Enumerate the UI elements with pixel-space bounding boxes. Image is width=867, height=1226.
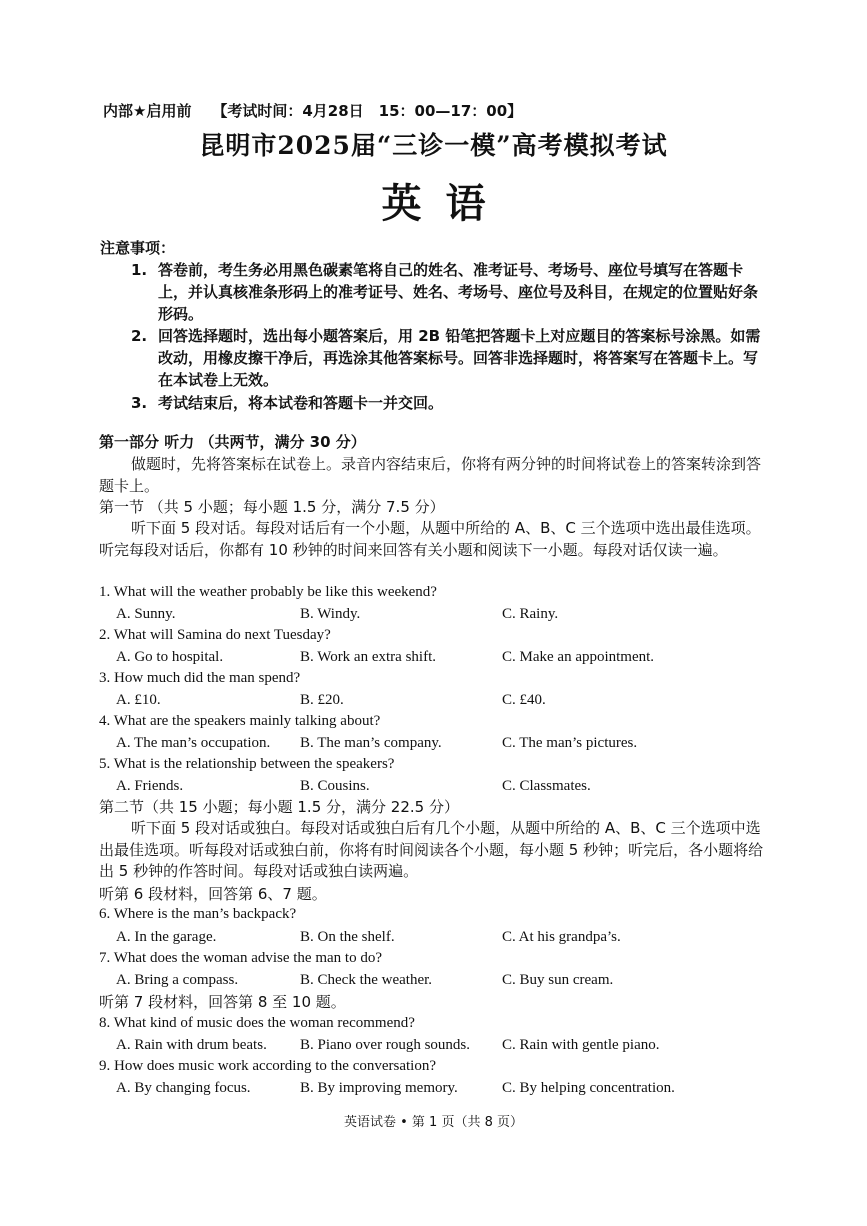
section1-instruction: 听下面 5 段对话。每段对话后有一个小题，从题中所给的 A、B、C 三个选项中选出最佳选项。听完每段对话后，你都有 10 秒钟的时间来回答有关小题和阅读下一小题。每段对话仅读一遍。 [99,519,761,559]
section1-heading: 第一节 （共 5 小题；每小题 1.5 分，满分 7.5 分） [99,498,445,516]
exam-time: 【考试时间：4月28日 15：00—17：00】 [212,102,523,120]
q4-option-b: B. The man’s company. [300,735,442,751]
q6-option-a: A. In the garage. [116,929,217,945]
q6-option-b: B. On the shelf. [300,929,395,945]
notice-text: 答卷前，考生务必用黑色碳素笔将自己的姓名、准考证号、考场号、座位号填写在答题卡上，并认真核准条形码上的准考证号、姓名、考场号、座位号及科目，在规定的位置贴好条形码。 [158,261,759,323]
question-2: 2. What will Samina do next Tuesday? [99,627,331,643]
question-3: 3. How much did the man spend? [99,670,301,686]
q2-option-a: A. Go to hospital. [116,649,224,665]
question-6: 6. Where is the man’s backpack? [99,906,297,922]
q2-option-b: B. Work an extra shift. [300,649,436,665]
q8-option-b: B. Piano over rough sounds. [300,1037,470,1053]
notice-number: 3. [131,394,148,412]
section2-instruction: 听下面 5 段对话或独白。每段对话或独白后有几个小题，从题中所给的 A、B、C 三个选项中选出最佳选项。听每段对话或独白前，你将有时间阅读各个小题，每小题 5 秒钟；听完后，各小题将给出 5 秒钟的作答时间。每段对话或独白读两遍。 [99,819,764,880]
q1-option-b: B. Windy. [300,606,361,622]
q4-option-c: C. The man’s pictures. [502,735,638,751]
part1-heading: 第一部分 听力 （共两节，满分 30 分） [99,433,366,451]
material-7-instruction: 听第 7 段材料，回答第 8 至 10 题。 [99,993,346,1011]
material-6-instruction: 听第 6 段材料，回答第 6、7 题。 [99,885,327,903]
q3-option-b: B. £20. [300,692,344,708]
q9-option-a: A. By changing focus. [116,1080,251,1096]
subject-title: 英语 [381,180,510,227]
exam-title: 昆明市2025届“三诊一模”高考模拟考试 [199,131,668,160]
notice-number: 2. [131,327,148,345]
notice-text: 回答选择题时，选出每小题答案后，用 2B 铅笔把答题卡上对应题目的答案标号涂黑。如需改动，用橡皮擦干净后，再选涂其他答案标号。回答非选择题时，将答案写在答题卡上。写在本试卷上无效。 [158,327,761,389]
q5-option-c: C. Classmates. [502,778,591,794]
part1-instruction: 做题时，先将答案标在试卷上。录音内容结束后，你将有两分钟的时间将试卷上的答案转涂到答题卡上。 [99,455,762,495]
section2-heading: 第二节（共 15 小题；每小题 1.5 分，满分 22.5 分） [99,798,459,816]
notice-number: 1. [131,261,148,279]
question-9: 9. How does music work according to the conversation? [99,1058,436,1074]
q1-option-c: C. Rainy. [502,606,559,622]
q3-option-a: A. £10. [116,692,161,708]
question-1: 1. What will the weather probably be like this weekend? [99,584,437,600]
notice-item-2 [131,325,771,391]
question-4: 4. What are the speakers mainly talking about? [99,713,381,729]
q5-option-a: A. Friends. [116,778,184,794]
q7-option-b: B. Check the weather. [300,972,433,988]
q8-option-c: C. Rain with gentle piano. [502,1037,660,1053]
header-line [103,100,522,121]
q2-option-c: C. Make an appointment. [502,649,655,665]
confidential-label: 内部★启用前 [103,102,192,120]
q7-option-c: C. Buy sun cream. [502,972,614,988]
q8-option-a: A. Rain with drum beats. [116,1037,267,1053]
q1-option-a: A. Sunny. [116,606,176,622]
q3-option-c: C. £40. [502,692,546,708]
q6-option-c: C. At his grandpa’s. [502,929,621,945]
q9-option-b: B. By improving memory. [300,1080,458,1096]
page-footer: 英语试卷 • 第 1 页（共 8 页） [343,1115,523,1130]
q9-option-c: C. By helping concentration. [502,1080,675,1096]
notice-text: 考试结束后，将本试卷和答题卡一并交回。 [158,394,444,412]
notice-heading: 注意事项： [100,239,176,257]
question-7: 7. What does the woman advise the man to do? [99,950,382,966]
q4-option-a: A. The man’s occupation. [116,735,271,751]
notice-item-3 [131,392,771,414]
notice-item-1 [131,259,771,325]
question-5: 5. What is the relationship between the speakers? [99,756,395,772]
q7-option-a: A. Bring a compass. [116,972,239,988]
q5-option-b: B. Cousins. [300,778,370,794]
question-8: 8. What kind of music does the woman recommend? [99,1015,415,1031]
